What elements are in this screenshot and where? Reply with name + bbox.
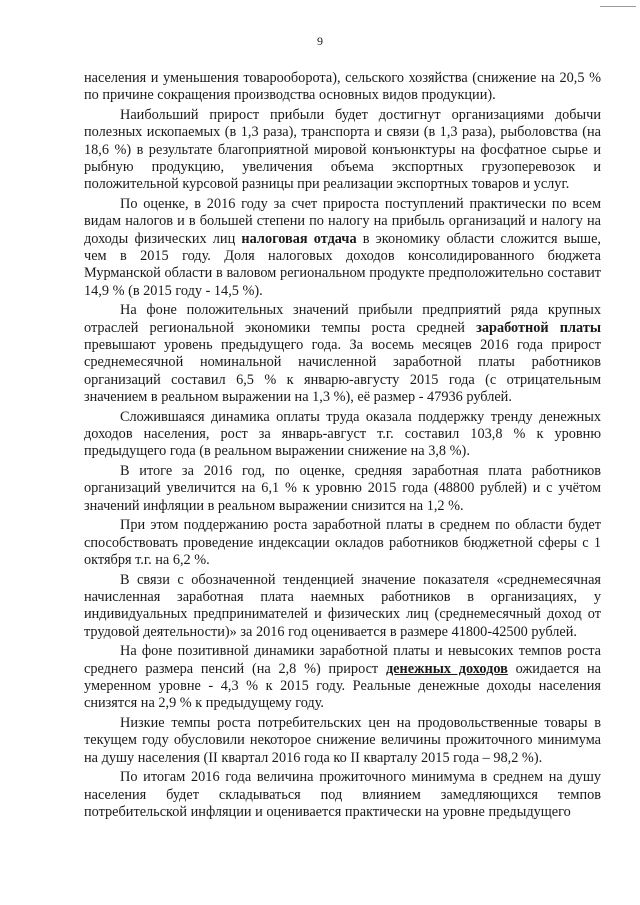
paragraph-p4 bbox=[84, 302, 601, 406]
paragraph-text: По итогам 2016 года величина прожиточного минимума в среднем на душу населения будет складываться под влиянием замедляющихся темпов потребительской инфляции и оценивается практически на уровне предыдущего bbox=[84, 769, 601, 821]
paragraph-text: превышают уровень предыдущего года. За восемь месяцев 2016 года прирост среднемесячной номинальной начисленной заработной платы работников организаций составил 6,5 % к январю-августу 2015 года (с отрицательным значением в реальном выражении на 1,3 %), её размер - 47936 рублей. bbox=[84, 337, 601, 406]
paragraph-text: В связи с обозначенной тенденцией значение показателя «среднемесячная начисленная заработная плата наемных работников в организациях, у индивидуальных предпринимателей и физических лиц (среднемесячный доход от трудовой деятельности)» за 2016 год оценивается в размере 41800-42500 рублей. bbox=[84, 571, 601, 640]
paragraph-p2 bbox=[84, 107, 601, 194]
paragraph-p5 bbox=[84, 409, 601, 461]
paragraph-text: в экономику области сложится выше, чем в 2015 году. Доля налоговых доходов консолидированного бюджета Мурманской области в валовом региональном продукте предположительно составит 14,9 % (в 2015 году - 14,5 %). bbox=[84, 230, 601, 299]
emphasis-text: денежных доходов bbox=[385, 660, 508, 677]
emphasis-text: заработной платы bbox=[476, 319, 602, 336]
paragraph-text: На фоне позитивной динамики заработной платы и невысоких темпов роста среднего размера пенсий (на 2,8 %) прирост bbox=[84, 643, 601, 677]
page-number: 9 bbox=[317, 34, 323, 48]
paragraph-p10 bbox=[84, 715, 601, 767]
paragraph-p1 bbox=[84, 70, 601, 105]
emphasis-text: налоговая отдача bbox=[241, 230, 357, 247]
paragraph-text: ожидается на умеренном уровне - 4,3 % к 2015 году. Реальные денежные доходы населения снизятся на 2,9 % к предыдущему году. bbox=[84, 660, 601, 712]
paragraph-text: населения и уменьшения товарооборота), сельского хозяйства (снижение на 20,5 % по причине сокращения производства основных видов продукции). bbox=[84, 70, 601, 104]
paragraph-text: Наибольший прирост прибыли будет достигнут организациями добычи полезных ископаемых (в 1,3 раза), транспорта и связи (в 1,3 раза), рыболовства (на 18,6 %) в результате благоприятной мировой конъюнктуры на фосфатное сырье и рыбную продукцию, увеличения объема экспортных грузоперевозок и положительной курсовой разницы при реализации экспортных товаров и услуг. bbox=[84, 106, 601, 193]
paragraph-p8 bbox=[84, 572, 601, 641]
document-body bbox=[84, 70, 601, 821]
paragraph-p11 bbox=[84, 769, 601, 821]
paragraph-text: При этом поддержанию роста заработной платы в среднем по области будет способствовать проведение индексации окладов работников бюджетной сферы с 1 октября т.г. на 6,2 %. bbox=[84, 517, 601, 569]
paragraph-p6 bbox=[84, 463, 601, 515]
paragraph-text: Сложившаяся динамика оплаты труда оказала поддержку тренду денежных доходов населения, рост за январь-август т.г. составил 103,8 % к уровню предыдущего года (в реальном выражении снижение на 3,8 %). bbox=[84, 408, 601, 460]
paragraph-text: По оценке, в 2016 году за счет прироста поступлений практически по всем видам налогов и в большей степени по налогу на прибыль организаций и налогу на доходы физических лиц bbox=[84, 196, 601, 247]
paragraph-p3 bbox=[84, 196, 601, 300]
paragraph-text: В итоге за 2016 год, по оценке, средняя заработная плата работников организаций увеличится на 6,1 % к уровню 2015 года (48800 рублей) и с учётом значений инфляции в реальном выражении снизится на 1,2 %. bbox=[84, 463, 601, 514]
paragraph-text: Низкие темпы роста потребительских цен на продовольственные товары в текущем году обусловили некоторое снижение величины прожиточного минимума на душу населения (II квартал 2016 года ко II кварталу 2015 года – 98,2 %). bbox=[84, 715, 601, 766]
paragraph-p7 bbox=[84, 517, 601, 569]
paragraph-p9 bbox=[84, 643, 601, 712]
paragraph-text: На фоне положительных значений прибыли предприятий ряда крупных отраслей региональной экономики темпы роста средней bbox=[84, 302, 601, 336]
scan-corner-mark bbox=[600, 6, 636, 7]
